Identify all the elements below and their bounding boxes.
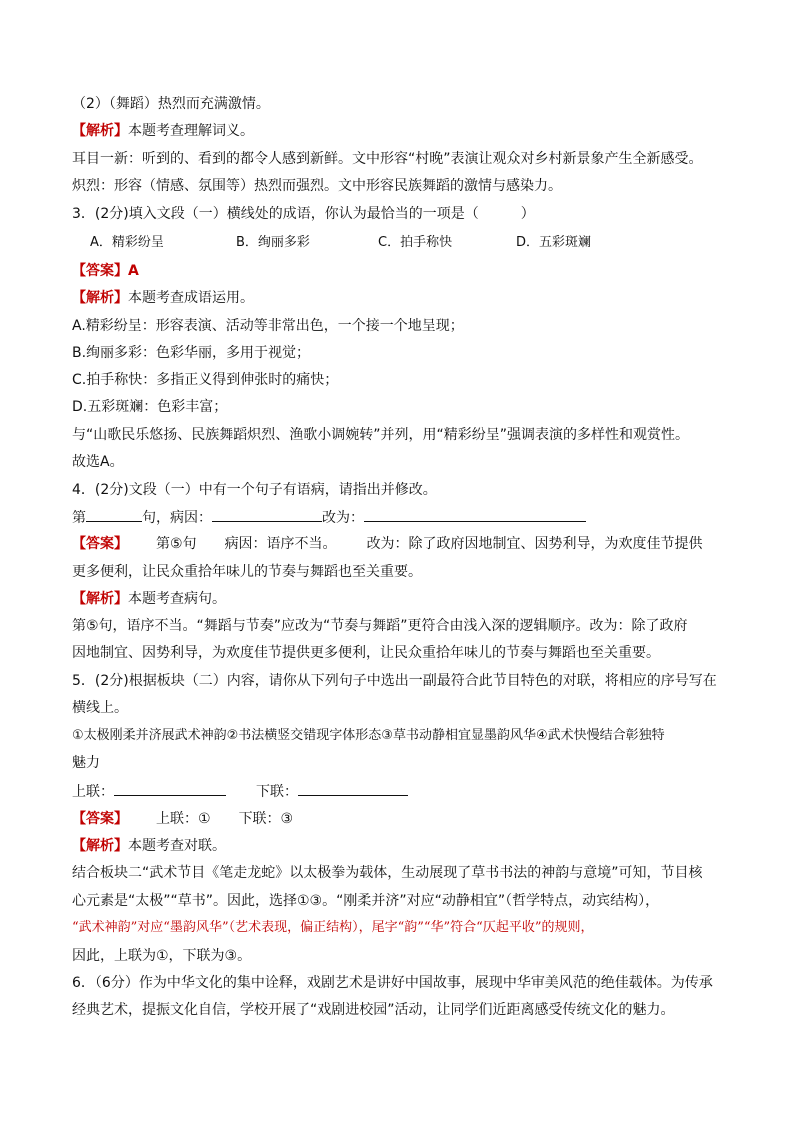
q3-explain-c: C.拍手称快：多指正义得到伸张时的痛快； <box>72 372 339 388</box>
q5-stem-2: 横线上。 <box>72 700 128 716</box>
q3-analysis: 【解析】本题考查成语运用。 <box>72 290 254 306</box>
q4-stem: 4．(2分)文段（一）中有一个句子有语病，请指出并修改。 <box>72 482 437 498</box>
q2-answer-item-2: （2）（舞蹈）热烈而充满激情。 <box>72 96 270 112</box>
q3-option-c: C．拍手称快 <box>378 235 453 250</box>
q2-explain-2: 炽烈：形容（情感、氛围等）热烈而强烈。文中形容民族舞蹈的激情与感染力。 <box>72 178 562 194</box>
q5-options-1: ①太极刚柔并济展武术神韵②书法横竖交错现字体形态③草书动静相宜显墨韵风华④武术快慢结合彰独特 <box>72 728 665 743</box>
q3-explain-b: B.绚丽多彩：色彩华丽，多用于视觉； <box>72 345 311 361</box>
q2-analysis: 【解析】本题考查理解词义。 <box>72 123 254 139</box>
q2-explain-1: 耳目一新：听到的、看到的都令人感到新鲜。文中形容“村晚”表演让观众对乡村新景象产生全新感受。 <box>72 151 703 167</box>
q5-explain-1: 结合板块二“武术节目《笔走龙蛇》以太极拳为载体，生动展现了草书书法的神韵与意境”可知，节目核 <box>72 865 703 881</box>
q4-analysis: 【解析】本题考查病句。 <box>72 591 226 607</box>
q4-explain-1: 第⑤句，语序不当。“舞蹈与节奏”应改为“节奏与舞蹈”更符合由浅入深的逻辑顺序。改为：除了政府 <box>72 618 688 634</box>
q5-answer: 【答案】 上联：① 下联：③ <box>72 811 294 827</box>
q3-option-b: B．绚丽多彩 <box>236 235 310 250</box>
q3-options <box>90 233 591 253</box>
q5-explain-4: 因此，上联为①，下联为③。 <box>72 948 252 964</box>
q3-option-a: A．精彩纷呈 <box>90 235 164 250</box>
q3-explain-d: D.五彩斑斓：色彩丰富； <box>72 399 228 415</box>
q5-explain-2: 心元素是“太极”“草书”。因此，选择①③。“刚柔并济”对应“动静相宜”（哲学特点，动宾结构）， <box>72 893 660 909</box>
q5-explain-3: “武术神韵”对应“墨韵风华”（艺术表现，偏正结构），尾字“韵”“华”符合“仄起平收”的规则， <box>72 920 594 935</box>
q4-answer-cont: 更多便利，让民众重拾年味儿的节奏与舞蹈也至关重要。 <box>72 564 422 580</box>
q3-option-d: D．五彩斑斓 <box>516 235 592 250</box>
q4-explain-2: 因地制宜、因势利导，为欢度佳节提供更多便利，让民众重拾年味儿的节奏与舞蹈也至关重要。 <box>72 645 660 661</box>
q3-explain-summary: 与“山歌民乐悠扬、民族舞蹈炽烈、渔歌小调婉转”并列，用“精彩纷呈”强调表演的多样性和观赏性。 <box>72 427 690 443</box>
q4-blanks: 第 句，病因： 改为： <box>72 507 586 528</box>
q3-stem: 3．(2分)填入文段（一）横线处的成语，你认为最恰当的一项是（ ） <box>72 206 535 222</box>
q5-analysis: 【解析】本题考查对联。 <box>72 838 226 854</box>
q6-stem-1: 6．（6分）作为中华文化的集中诠释，戏剧艺术是讲好中国故事，展现中华审美风范的绝佳载体。为传承 <box>72 975 713 991</box>
q5-blanks: 上联： 下联： <box>72 781 408 802</box>
q3-answer: 【答案】A <box>72 263 139 279</box>
q5-stem-1: 5．(2分)根据板块（二）内容，请你从下列句子中选出一副最符合此节目特色的对联，将相应的序号写在 <box>72 673 717 689</box>
q3-conclusion: 故选A。 <box>72 454 124 470</box>
q6-stem-2: 经典艺术，提振文化自信，学校开展了“戏剧进校园”活动，让同学们近距离感受传统文化的魅力。 <box>72 1002 675 1018</box>
q3-explain-a: A.精彩纷呈：形容表演、活动等非常出色，一个接一个地呈现； <box>72 318 464 334</box>
q4-answer: 【答案】 第⑤句 病因：语序不当。 改为：除了政府因地制宜、因势利导，为欢度佳节提供 <box>72 536 703 552</box>
q5-options-2: 魅力 <box>72 755 100 771</box>
